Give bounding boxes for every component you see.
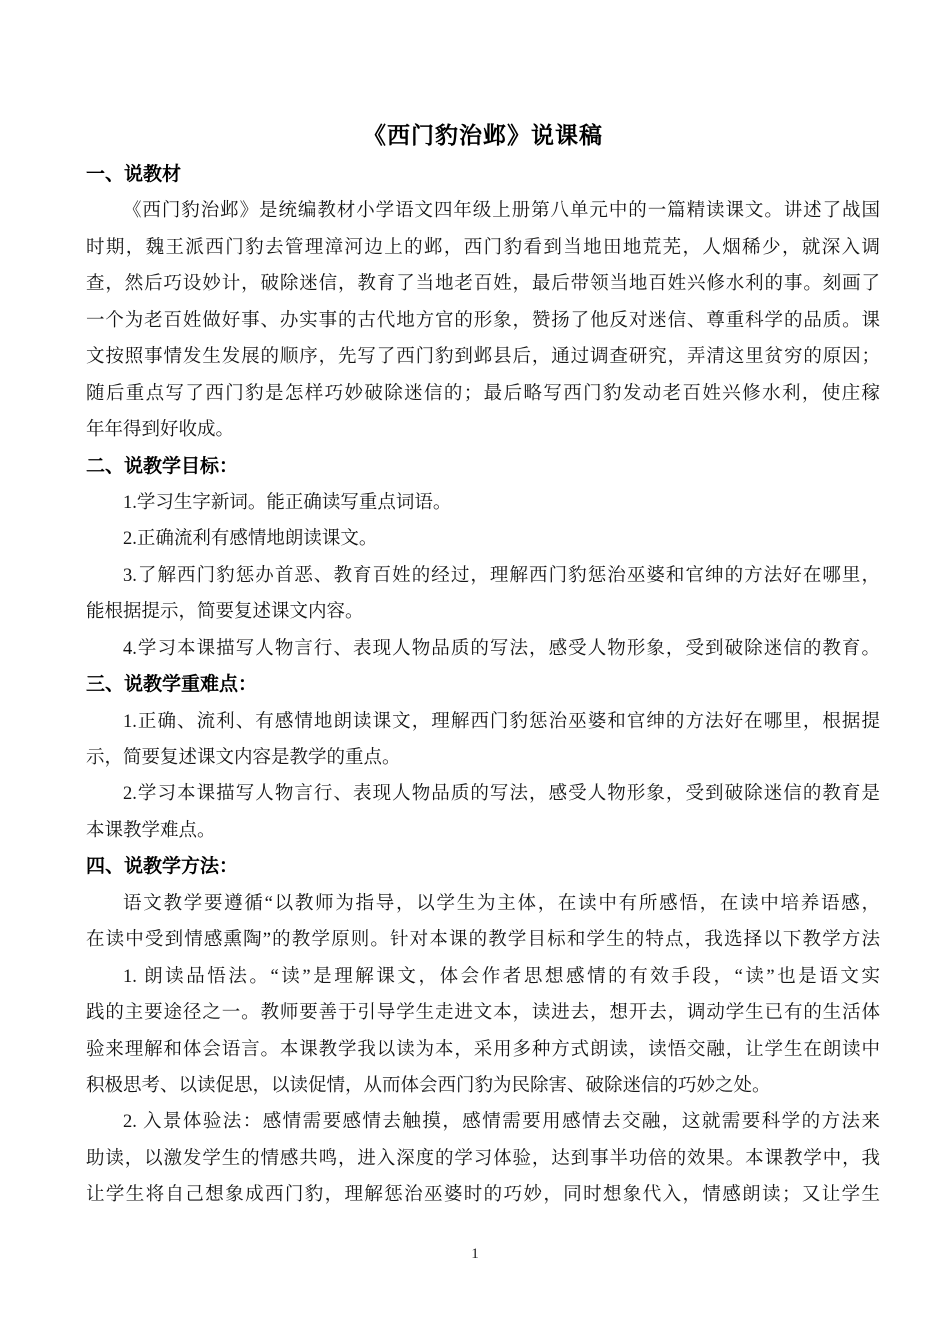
document-title: 《西门豹治邺》说课稿 xyxy=(363,122,603,148)
section-heading-2: 二、说教学目标： xyxy=(86,455,239,477)
page-number: 1 xyxy=(471,1246,479,1262)
paragraph-line: 语文教学要遵循“以教师为指导，以学生为主体，在读中有所感悟，在读中培养语感， xyxy=(123,893,880,914)
paragraph-line: 2.正确流利有感情地朗读课文。 xyxy=(123,529,378,550)
paragraph-line: 能根据提示，简要复述课文内容。 xyxy=(86,602,364,623)
paragraph-line: 年年得到好收成。 xyxy=(86,420,235,441)
paragraph-line: 践的主要途径之一。教师要善于引导学生走进文本，读进去，想开去，调动学生已有的生活体 xyxy=(86,1003,880,1024)
document-content xyxy=(86,113,880,1214)
section-heading-3: 三、说教学重难点： xyxy=(86,674,258,696)
paragraph-line: 让学生将自己想象成西门豹，理解惩治巫婆时的巧妙，同时想象代入，情感朗读；又让学生 xyxy=(86,1185,880,1206)
paragraph-line: 2.学习本课描写人物言行、表现人物品质的写法，感受人物形象，受到破除迷信的教育是 xyxy=(123,784,880,805)
paragraph-line: 1.学习生字新词。能正确读写重点词语。 xyxy=(123,492,452,513)
paragraph-line: 时期，魏王派西门豹去管理漳河边上的邺，西门豹看到当地田地荒芜，人烟稀少，就深入调 xyxy=(86,237,880,258)
paragraph-line: 1.正确、流利、有感情地朗读课文，理解西门豹惩治巫婆和官绅的方法好在哪里，根据提 xyxy=(123,711,880,732)
paragraph-line: 3.了解西门豹惩办首恶、教育百姓的经过，理解西门豹惩治巫婆和官绅的方法好在哪里， xyxy=(123,565,880,586)
paragraph-line: 随后重点写了西门豹是怎样巧妙破除迷信的；最后略写西门豹发动老百姓兴修水利，使庄稼 xyxy=(86,383,880,404)
paragraph-line: 1. 朗读品悟法。“读”是理解课文，体会作者思想感情的有效手段，“读”也是语文实 xyxy=(123,966,880,987)
paragraph-line: 《西门豹治邺》是统编教材小学语文四年级上册第八单元中的一篇精读课文。讲述了战国 xyxy=(123,201,880,222)
paragraph-line: 助读，以激发学生的情感共鸣，进入深度的学习体验，达到事半功倍的效果。本课教学中，我 xyxy=(86,1148,880,1169)
paragraph-line: 2. 入景体验法：感情需要感情去触摸，感情需要用感情去交融，这就需要科学的方法来 xyxy=(123,1112,880,1133)
paragraph-line: 查，然后巧设妙计，破除迷信，教育了当地老百姓，最后带领当地百姓兴修水利的事。刻画了 xyxy=(86,274,880,295)
paragraph-line: 示，简要复述课文内容是教学的重点。 xyxy=(86,748,401,768)
paragraph-line: 在读中受到情感熏陶”的教学原则。针对本课的教学目标和学生的特点，我选择以下教学方法 xyxy=(86,930,880,951)
paragraph-line: 4.学习本课描写人物言行、表现人物品质的写法，感受人物形象，受到破除迷信的教育。 xyxy=(123,638,880,659)
paragraph-line: 一个为老百姓做好事、办实事的古代地方官的形象，赞扬了他反对迷信、尊重科学的品质。课 xyxy=(86,310,880,331)
paragraph-line: 本课教学难点。 xyxy=(86,820,216,841)
section-heading-1: 一、说教材 xyxy=(86,164,182,185)
paragraph-line: 验来理解和体会语言。本课教学我以读为本，采用多种方式朗读，读悟交融，让学生在朗读中 xyxy=(86,1039,880,1060)
paragraph-line: 文按照事情发生发展的顺序，先写了西门豹到邺县后，通过调查研究，弄清这里贫穷的原因； xyxy=(86,347,880,368)
section-heading-4: 四、说教学方法： xyxy=(86,856,239,878)
paragraph-line: 积极思考、以读促思，以读促情，从而体会西门豹为民除害、破除迷信的巧妙之处。 xyxy=(86,1075,771,1096)
